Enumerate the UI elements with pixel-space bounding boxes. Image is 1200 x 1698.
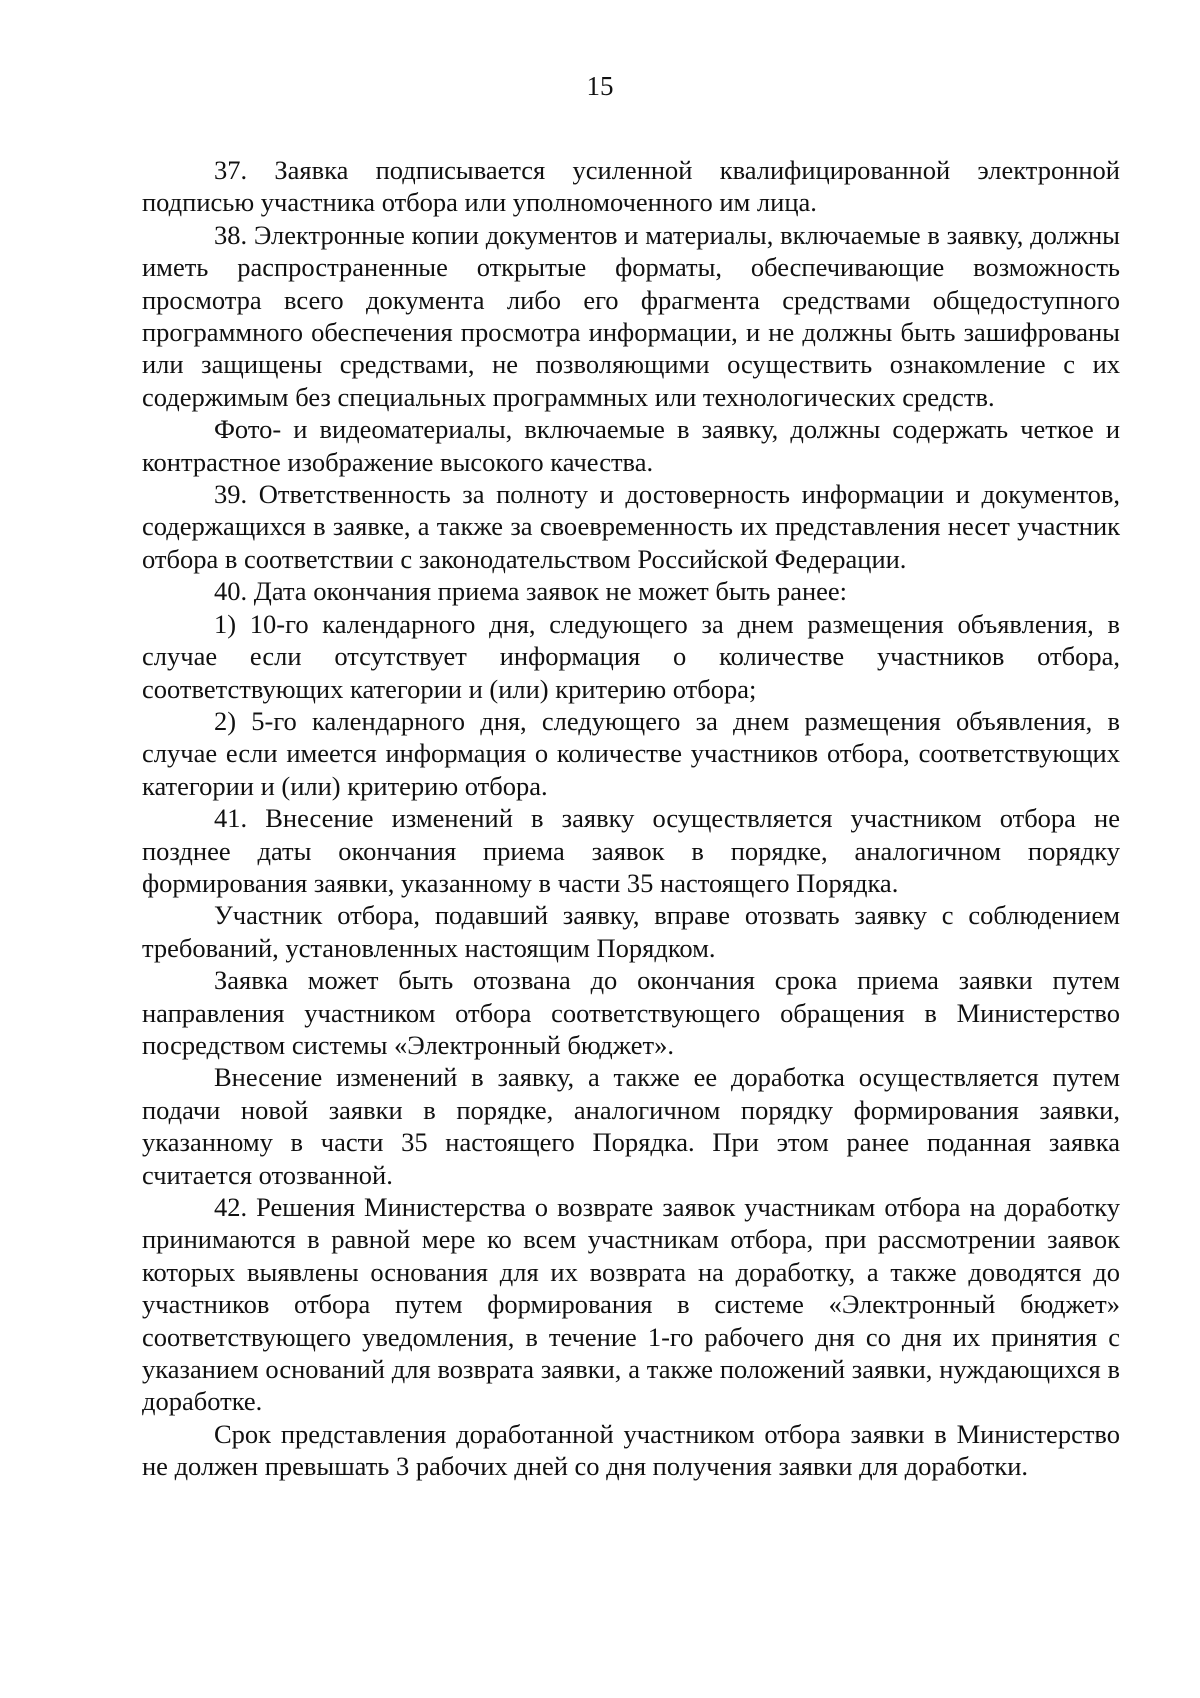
paragraph-40: 40. Дата окончания приема заявок не может быть ранее: — [214, 576, 848, 607]
paragraph-41-changes: Внесение изменений в заявку, а также ее доработка осуществляется путем подачи новой заявки в порядке, аналогичном порядку формирования заявки, указанному в части 35 настоящего Порядка. При этом ранее поданная заявка считается отозванной. — [142, 1062, 1120, 1190]
paragraph-41: 41. Внесение изменений в заявку осуществляется участником отбора не позднее даты окончания приема заявок в порядке, аналогичном порядку формирования заявки, указанному в части 35 настоящего Порядка. — [142, 803, 1120, 898]
paragraph-42: 42. Решения Министерства о возврате заявок участникам отбора на доработку принимаются в равной мере ко всем участникам отбора, при рассмотрении заявок которых выявлены основания для их возврата на доработку, а также доводятся до участников отбора путем формирования в системе «Электронный бюджет» соответствующего уведомления, в течение 1-го рабочего дня со дня их принятия с указанием оснований для возврата заявки, а также положений заявки, нуждающихся в доработке. — [142, 1192, 1120, 1417]
page-number: 15 — [586, 71, 614, 101]
document-body — [142, 154, 1120, 1483]
paragraph-40-item-2: 2) 5-го календарного дня, следующего за днем размещения объявления, в случае если имеется информация о количестве участников отбора, соответствующих категории и (или) критерию отбора. — [142, 705, 1120, 801]
paragraph-38: 38. Электронные копии документов и материалы, включаемые в заявку, должны иметь распространенные открытые форматы, обеспечивающие возможность просмотра всего документа либо его фрагмента средствами общедоступного программного обеспечения просмотра информации, и не должны быть зашифрованы или защищены средствами, не позволяющими осуществить ознакомление с их содержимым без специальных программных или технологических средств. — [142, 219, 1120, 412]
paragraph-37: 37. Заявка подписывается усиленной квалифицированной электронной подписью участника отбора или уполномоченного им лица. — [142, 155, 1120, 218]
paragraph-39: 39. Ответственность за полноту и достоверность информации и документов, содержащихся в заявке, а также за своевременность их представления несет участник отбора в соответствии с законодательством Российской Федерации. — [142, 479, 1120, 574]
paragraph-42-deadline: Срок представления доработанной участником отбора заявки в Министерство не должен превышать 3 рабочих дней со дня получения заявки для доработки. — [142, 1418, 1120, 1482]
paragraph-41-withdrawal-method: Заявка может быть отозвана до окончания срока приема заявки путем направления участником отбора соответствующего обращения в Министерство посредством системы «Электронный бюджет». — [142, 965, 1120, 1060]
paragraph-41-withdrawal: Участник отбора, подавший заявку, вправе отозвать заявку с соблюдением требований, установленных настоящим Порядком. — [142, 900, 1120, 963]
paragraph-38-photo-video: Фото- и видеоматериалы, включаемые в заявку, должны содержать четкое и контрастное изображение высокого качества. — [142, 414, 1120, 477]
paragraph-40-item-1: 1) 10-го календарного дня, следующего за днем размещения объявления, в случае если отсутствует информация о количестве участников отбора, соответствующих категории и (или) критерию отбора; — [142, 608, 1120, 704]
